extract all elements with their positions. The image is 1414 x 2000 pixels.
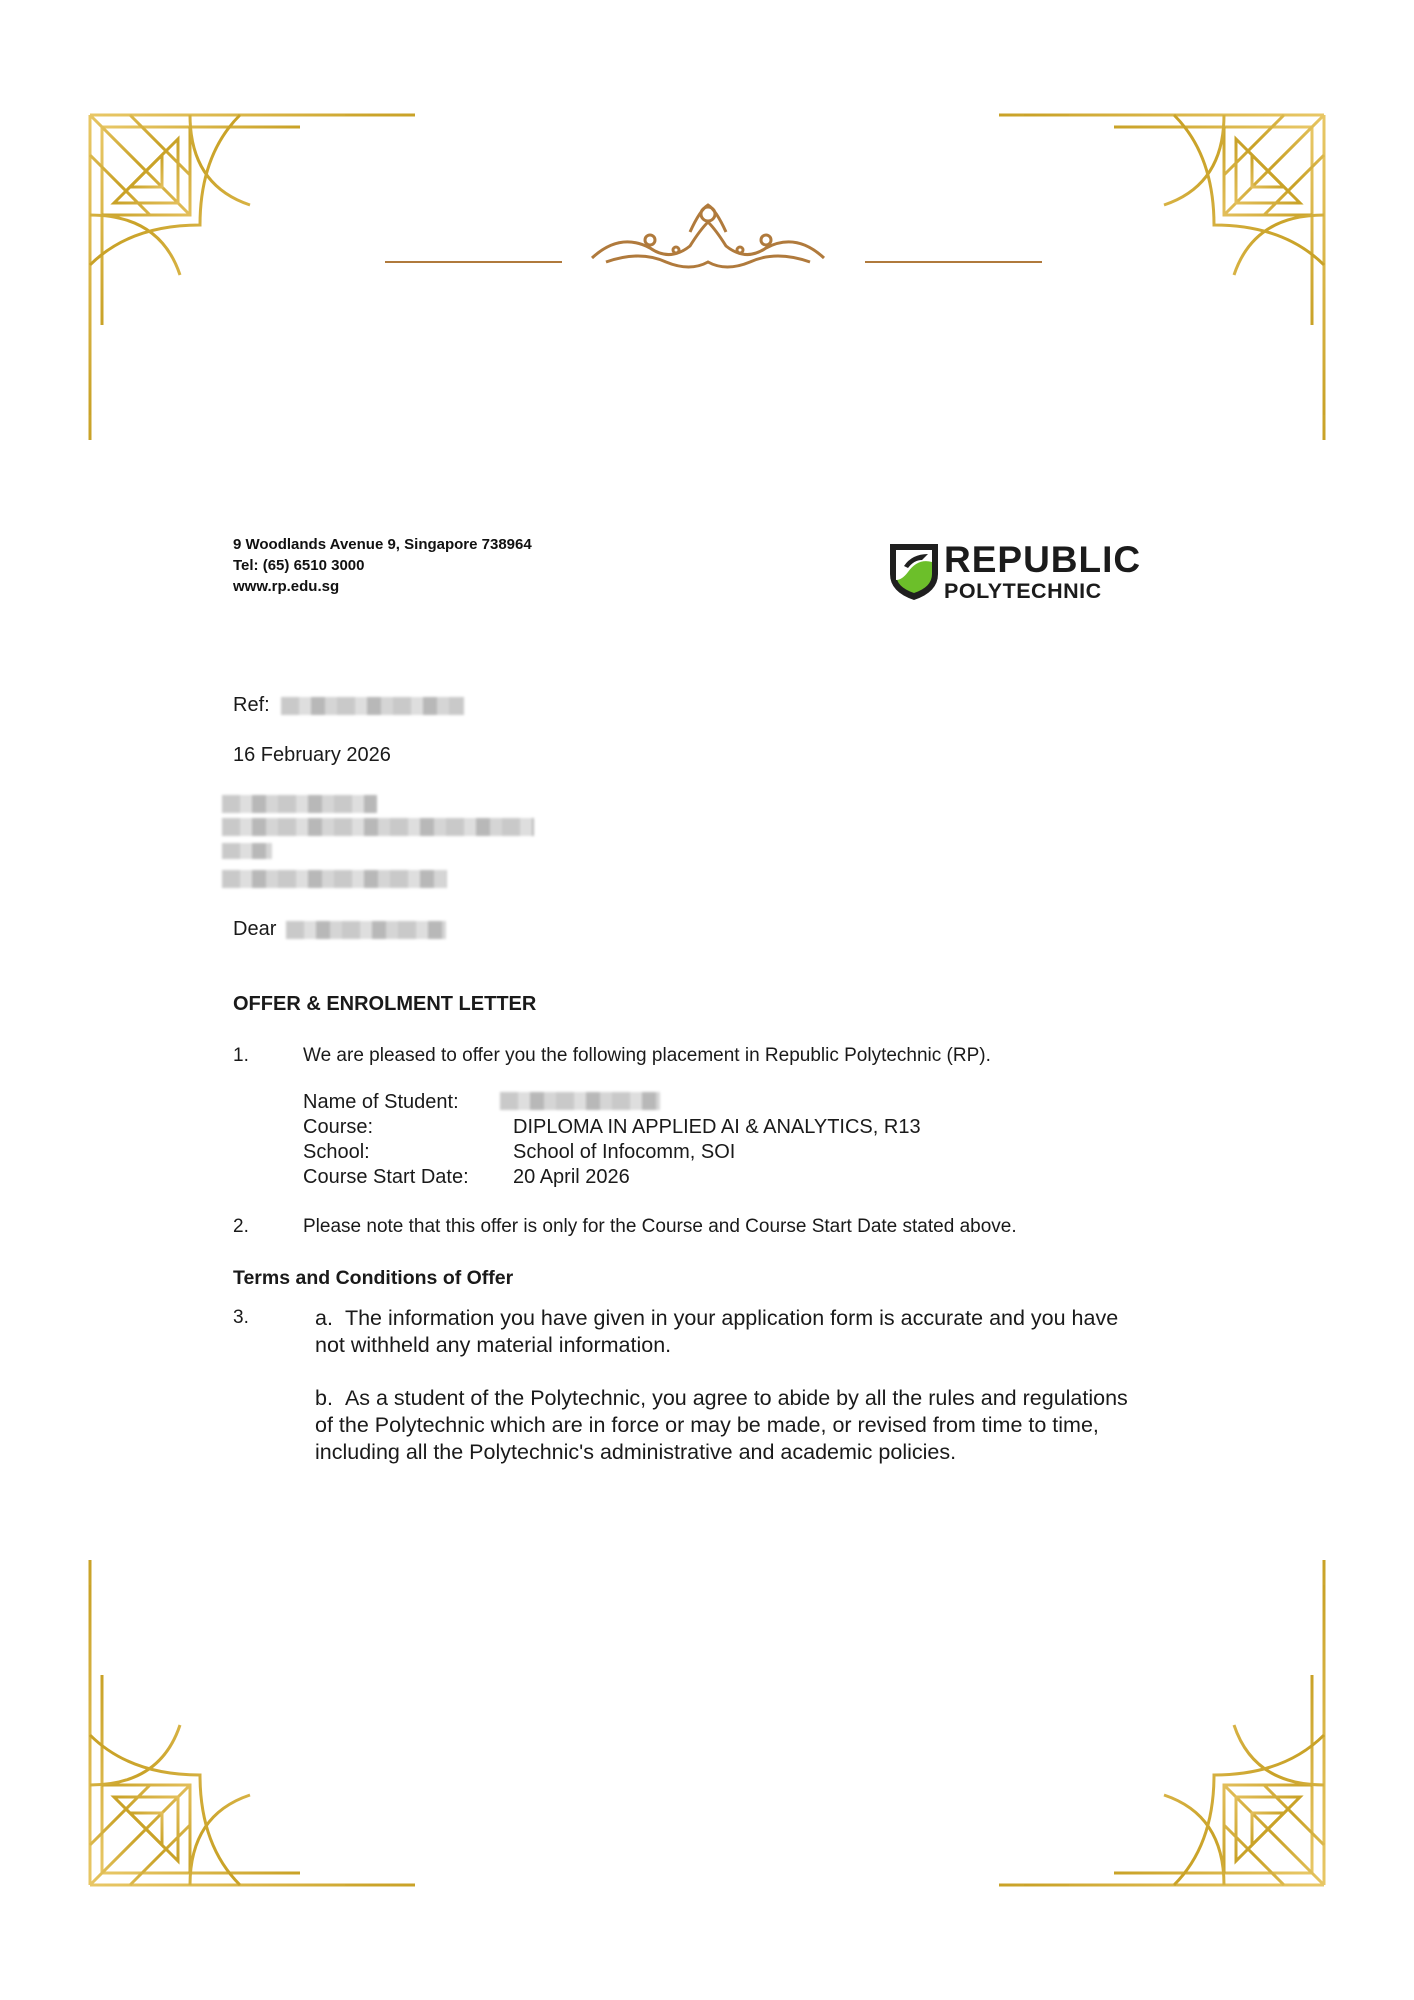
- item-3a-paragraph: [315, 1305, 1145, 1359]
- item-3b-label: b.: [315, 1386, 333, 1410]
- address-line: 9 Woodlands Avenue 9, Singapore 738964: [233, 536, 532, 553]
- item-2-number: 2.: [233, 1216, 249, 1237]
- corner-ornament-top-right: [999, 115, 1324, 440]
- logo-wordmark-republic: REPUBLIC: [944, 539, 1142, 580]
- item-1-number: 1.: [233, 1045, 249, 1066]
- redacted-student-name: [500, 1092, 660, 1110]
- school-label: School:: [303, 1141, 370, 1163]
- letter-date: 16 February 2026: [233, 744, 391, 766]
- reference-label: Ref:: [233, 694, 270, 716]
- corner-ornament-bottom-left: [90, 1560, 415, 1885]
- redacted-recipient-name: [286, 921, 446, 939]
- item-3-number: 3.: [233, 1307, 249, 1328]
- redacted-reference: [281, 697, 464, 715]
- start-date-value: 20 April 2026: [513, 1166, 630, 1188]
- item-3b-paragraph: [315, 1385, 1145, 1466]
- reference-line: [233, 692, 464, 718]
- school-value: School of Infocomm, SOI: [513, 1141, 736, 1163]
- header-ornament: [385, 205, 1042, 267]
- item-3a-text: The information you have given in your application form is accurate and you have not withheld any material information.: [315, 1306, 1119, 1357]
- salutation-line: [233, 916, 446, 942]
- terms-heading: Terms and Conditions of Offer: [233, 1267, 514, 1289]
- item-1-text: We are pleased to offer you the following placement in Republic Polytechnic (RP).: [303, 1045, 991, 1066]
- item-2-text: Please note that this offer is only for the Course and Course Start Date stated above.: [303, 1216, 1017, 1237]
- logo-wordmark-polytechnic: POLYTECHNIC: [944, 579, 1102, 603]
- name-label: Name of Student:: [303, 1091, 459, 1113]
- item-3b-text: As a student of the Polytechnic, you agree to abide by all the rules and regulations of the Polytechnic which are in force or may be made, or revised from time to time, including all the Polytechnic's administrative and academic policies.: [315, 1386, 1128, 1464]
- letterhead-address-block: [233, 534, 532, 597]
- shield-logo-icon: [888, 542, 940, 602]
- letter-title: OFFER & ENROLMENT LETTER: [233, 993, 537, 1015]
- course-value: DIPLOMA IN APPLIED AI & ANALYTICS, R13: [513, 1116, 921, 1138]
- republic-polytechnic-logo: [888, 540, 1148, 604]
- start-date-label: Course Start Date:: [303, 1166, 469, 1188]
- course-label: Course:: [303, 1116, 374, 1138]
- website-line: www.rp.edu.sg: [233, 578, 340, 595]
- salutation-label: Dear: [233, 918, 277, 940]
- telephone-line: Tel: (65) 6510 3000: [233, 557, 365, 574]
- corner-ornament-bottom-right: [999, 1560, 1324, 1885]
- item-3a-label: a.: [315, 1306, 333, 1330]
- corner-ornament-top-left: [90, 115, 415, 440]
